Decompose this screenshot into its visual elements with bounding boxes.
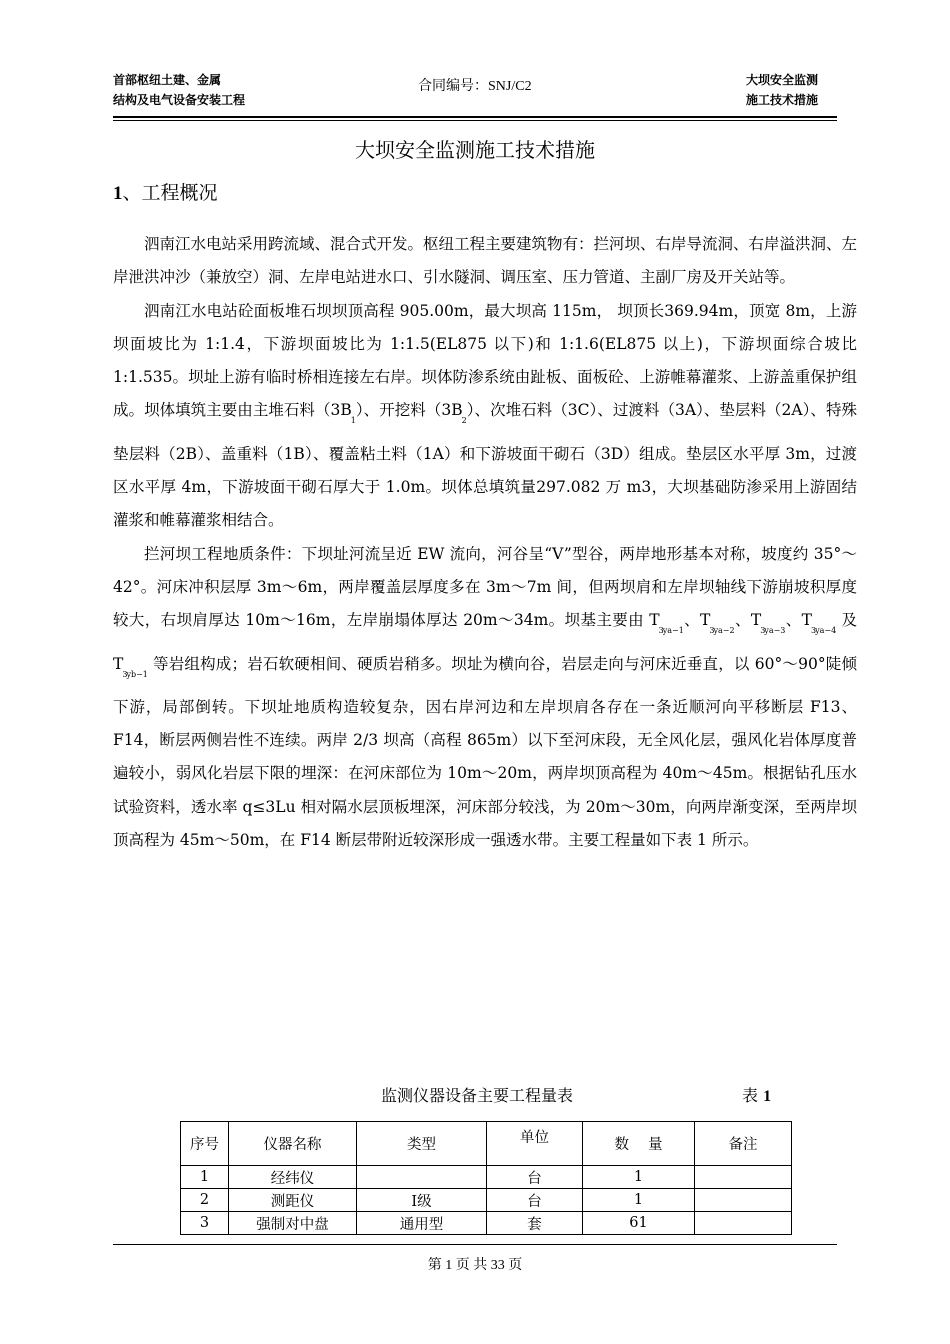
- header-contract-number: 合同编号：SNJ/C2: [418, 79, 532, 94]
- paragraph-overview: 泗南江水电站采用跨流域、混合式开发。枢纽工程主要建筑物有：拦河坝、右岸导流洞、右岸溢洪洞、左岸泄洪冲沙（兼放空）洞、左岸电站进水口、引水隧洞、调压室、压力管道、主副厂房及开关站等。: [113, 235, 858, 287]
- superscript-label: ya−4: [815, 626, 837, 636]
- header-rule-thick: [113, 116, 837, 118]
- footer-rule: [113, 1244, 837, 1245]
- section-separator: 、: [122, 182, 142, 204]
- header-project: [113, 70, 245, 110]
- header-rule-thin: [113, 120, 837, 121]
- header-doc-type: [746, 70, 818, 110]
- subscript: 3: [709, 626, 715, 636]
- table-cell: 通用型: [357, 1212, 487, 1235]
- table-cell: 61: [583, 1212, 695, 1235]
- table-label-number: 1: [763, 1088, 772, 1105]
- table-header-row: [181, 1122, 792, 1166]
- superscript-label: ya−3: [764, 626, 786, 636]
- table-cell: 测距仪: [229, 1189, 357, 1212]
- table-cell: 3: [181, 1212, 229, 1235]
- text-run: ）、开挖料（3B: [355, 401, 463, 420]
- text-run: 及 T: [113, 611, 857, 673]
- table-label-prefix: 表: [742, 1086, 764, 1105]
- table-cell: [695, 1189, 792, 1212]
- table-label: [742, 1083, 771, 1106]
- table-cell: 强制对中盘: [229, 1212, 357, 1235]
- text-run: ）、次堆石料（3C）、过渡料（3A）、垫层料（2A）、特殊垫层料（2B）、盖重料（1B）、覆盖粘土料（1A）和下游坡面干砌石（3D）组成。垫层区水平厚 3m，过渡区水平厚 4m，下游坡面干砌石厚大于 1.0m。坝体总填筑量297.082 万 m3，大坝基础防渗采用上游固结灌浆和帷幕灌浆相结合。: [113, 401, 857, 530]
- text-run: 拦河坝工程地质条件：下坝址河流呈近 EW 流向，河谷呈“V”型谷，两岸地形基本对称，坡度约 35°～42°。河床冲积层厚 3m～6m，两岸覆盖层厚度多在 3m～7m 间，但两坝肩和左岸坝轴线下游崩坡积厚度较大，右坝肩厚达 10m～16m，左岸崩塌体厚达 20m～34m。坝基主要由 T: [113, 544, 857, 630]
- subscript: 1: [350, 416, 356, 426]
- section-number: 1: [113, 183, 123, 204]
- superscript-label: ya−2: [713, 626, 735, 636]
- table-cell: 1: [583, 1166, 695, 1189]
- table-cell: 台: [487, 1166, 583, 1189]
- section-title: 工程概况: [141, 182, 218, 204]
- table-cell: Ⅰ级: [357, 1189, 487, 1212]
- table-cell: [695, 1212, 792, 1235]
- paragraph-geology: [113, 538, 857, 858]
- subscript: 3: [811, 626, 817, 636]
- table-row: [181, 1212, 792, 1235]
- table-cell: 套: [487, 1212, 583, 1235]
- table-header-cell: 数 量: [583, 1122, 695, 1166]
- table-header-cell: 类型: [357, 1122, 487, 1166]
- subscript: 2: [461, 416, 467, 426]
- superscript-label: ya−1: [662, 626, 684, 636]
- header-doc-type-line2: 施工技术措施: [746, 93, 819, 107]
- table-cell: [695, 1166, 792, 1189]
- header-doc-type-line1: 大坝安全监测: [746, 73, 819, 87]
- table-cell: 经纬仪: [229, 1166, 357, 1189]
- paragraph-dam: [113, 295, 857, 538]
- superscript-label: yb−1: [126, 669, 148, 679]
- table-row: [181, 1189, 792, 1212]
- text-run: 泗南江水电站砼面板堆石坝坝顶高程 905.00m，最大坝高 115m， 坝顶长369.94m，顶宽 8m，上游坝面坡比为 1:1.4，下游坝面坡比为 1:1.5(EL875 以下)和 1:1.6(EL875 以上)，下游坝面综合坡比 1:1.535。坝址上游有临时桥相连接左右岸。坝体防渗系统由趾板、面板砼、上游帷幕灌浆、上游盖重保护组成。坝体填筑主要由主堆石料（3B: [113, 301, 857, 420]
- body-text: [113, 228, 857, 857]
- section-heading: [113, 178, 218, 205]
- text-run: 、T: [785, 611, 812, 630]
- subscript: 3: [122, 669, 128, 679]
- table-caption: 监测仪器设备主要工程量表: [381, 1086, 574, 1105]
- table-cell: 台: [487, 1189, 583, 1212]
- table-header-cell: 仪器名称: [229, 1122, 357, 1166]
- table-header-cell: 序号: [181, 1122, 229, 1166]
- table-cell: 1: [181, 1166, 229, 1189]
- text-run: 等岩组构成；岩石软硬相间、硬质岩稍多。坝址为横向谷，岩层走向与河床近垂直，以 60°～90°陡倾下游，局部倒转。下坝址地质构造较复杂，因右岸河边和左岸坝肩各存在一条近顺河向平移断层 F13、F14，断层两侧岩性不连续。两岸 2/3 坝高（高程 865m）以下至河床段，无全风化层，强风化岩体厚度普遍较小，弱风化岩层下限的埋深：在河床部位为 10m～20m，两岸坝顶高程为 40m～45m。根据钻孔压水试验资料，透水率 q≤3Lu 相对隔水层顶板埋深，河床部分较浅，为 20m～30m，向两岸渐变深，至两岸坝顶高程为 45m～50m，在 F14 断层带附近较深形成一强透水带。主要工程量如下表 1 所示。: [113, 654, 857, 850]
- text-run: 、T: [734, 611, 762, 630]
- document-title: 大坝安全监测施工技术措施: [355, 138, 595, 162]
- table-header-cell: 单位: [487, 1122, 583, 1166]
- table-cell: [357, 1166, 487, 1189]
- page-footer: 第 1 页 共 33 页: [427, 1258, 523, 1273]
- subscript: 3: [760, 626, 766, 636]
- header-project-line1: 首部枢纽土建、金属: [113, 73, 222, 87]
- table-cell: 2: [181, 1189, 229, 1212]
- header-project-line2: 结构及电气设备安装工程: [113, 93, 246, 107]
- table-cell: 1: [583, 1189, 695, 1212]
- text-run: 、T: [683, 611, 711, 630]
- table-row: [181, 1166, 792, 1189]
- equipment-table: [180, 1121, 792, 1235]
- table-header-cell: 备注: [695, 1122, 792, 1166]
- subscript: 3: [658, 626, 664, 636]
